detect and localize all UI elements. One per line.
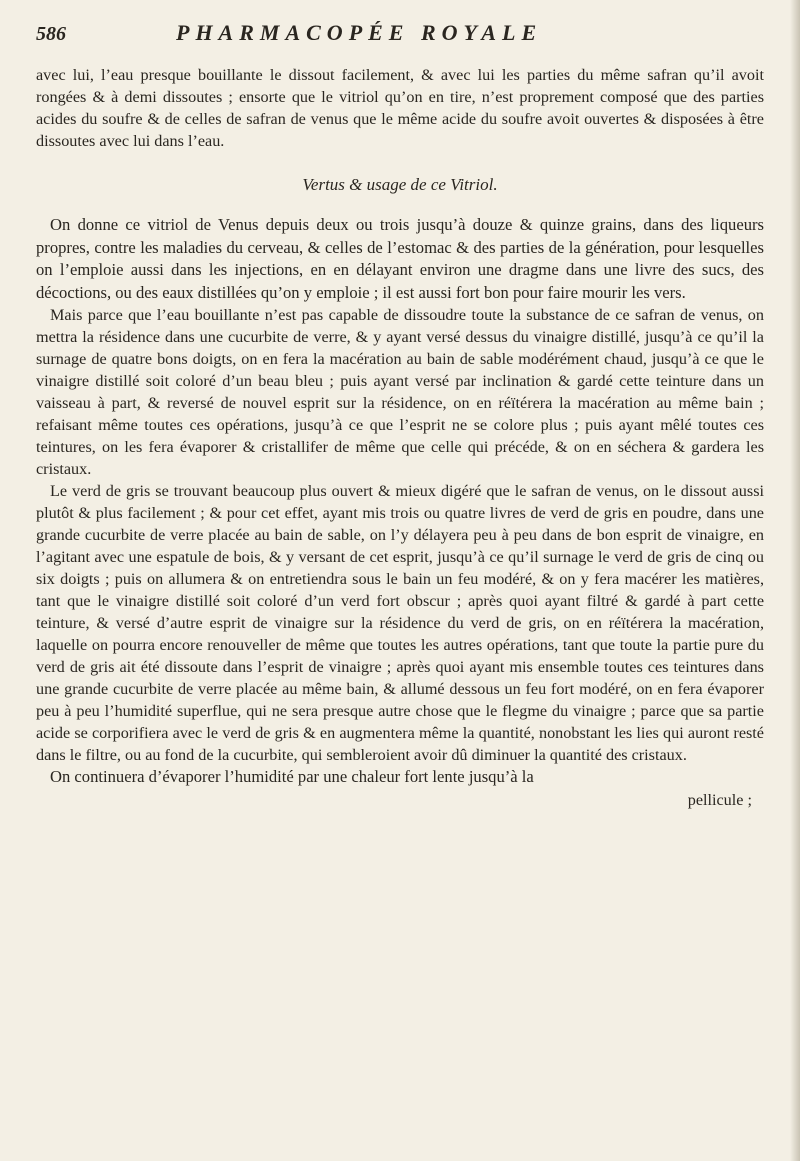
running-header: [36, 20, 764, 64]
page-number: 586: [36, 23, 66, 45]
paragraph-evaporation: On continuera d’évaporer l’humidité par une chaleur fort lente jusqu’à la: [50, 767, 534, 786]
running-title: PHARMACOPÉE ROYALE: [176, 20, 543, 45]
paragraph-continued: avec lui, l’eau presque bouillante le dissout facilement, & avec lui les parties du même safran qu’il avoit rongées & à demi dissoutes ; ensorte que le vitriol qu’on en tire, n’est proprement composé que des parties acides du soufre & de celles de safran de venus que le même acide du soufre avoit ouvertes & disposées à être dissoutes avec lui dans l’eau.: [36, 66, 764, 150]
page-body: [36, 64, 764, 811]
catchword: pellicule ;: [687, 790, 752, 809]
paragraph-dosage: On donne ce vitriol de Venus depuis deux ou trois jusqu’à douze & quinze grains, dans des liqueurs propres, contre les maladies du cerveau, & celles de l’estomac & des parties de la génération, pour lesquelles on l’emploie aussi dans les injections, en en délayant environ une dragme dans une livre des sucs, des décoctions, ou des eaux distillées qu’on y emploie ; il est aussi fort bon pour faire mourir les vers.: [36, 215, 764, 302]
paragraph-vinegar-maceration: Mais parce que l’eau bouillante n’est pas capable de dissoudre toute la substance de ce safran de venus, on mettra la résidence dans une cucurbite de verre, & y ayant versé dessus du vinaigre distillé, jusqu’à ce qu’il la surnage de quatre bons doigts, on en fera la macération au bain de sable modérément chaud, jusqu’à ce que le vinaigre distillé soit coloré d’un beau bleu ; puis ayant versé par inclination & gardé cette teinture dans un vaisseau à part, & reversé de nouvel esprit sur la résidence, on en réïtérera la macération au même bain ; refaisant même toutes ces opérations, jusqu’à ce que l’esprit ne se colore plus ; puis ayant mêlé toutes ces teintures, on les fera évaporer & cristallifer de même que celle qui précéde, & on en séchera & gardera les cristaux.: [36, 306, 764, 478]
page-edge-shadow: [790, 0, 800, 1161]
paragraph-verdigris: Le verd de gris se trouvant beaucoup plus ouvert & mieux digéré que le safran de venus, on le dissout aussi plutôt & plus facilement ; & pour cet effet, ayant mis trois ou quatre livres de verd de gris en poudre, dans une grande cucurbite de verre placée au bain de sable, on l’y délayera peu à peu dans de bon esprit de vinaigre, en l’agitant avec une espatule de bois, & y versant de cet esprit, jusqu’à ce qu’il surnage le verd de gris de cinq ou six doigts ; puis on allumera & on entretiendra sous le bain un feu modéré, & on y fera macérer les matières, tant que le vinaigre distillé soit coloré d’un verd fort obscur ; après quoi ayant filtré & gardé à part cette teinture, & versé d’autre esprit de vinaigre sur la résidence du verd de gris, on en réïtérera la macération, laquelle on pourra encore renouveller de même que toutes les autres opérations, tant que toute la partie pure du verd de gris ait été dissoute dans l’esprit de vinaigre ; après quoi ayant mis ensemble toutes ces teintures dans une grande cucurbite de verre placée au même bain, & allumé dessous un feu fort modéré, on en fera évaporer peu à peu l’humidité superflue, qui ne sera presque autre chose que le flegme du vinaigre ; parce que sa partie acide se corporifiera avec le verd de gris & en augmentera même la quantité, nonobstant les lies qui auront resté dans le filtre, ou au fond de la cucurbite, qui sembleroient avoir dû diminuer la quantité des cristaux.: [36, 482, 764, 764]
section-heading: Vertus & usage de ce Vitriol.: [302, 175, 498, 194]
